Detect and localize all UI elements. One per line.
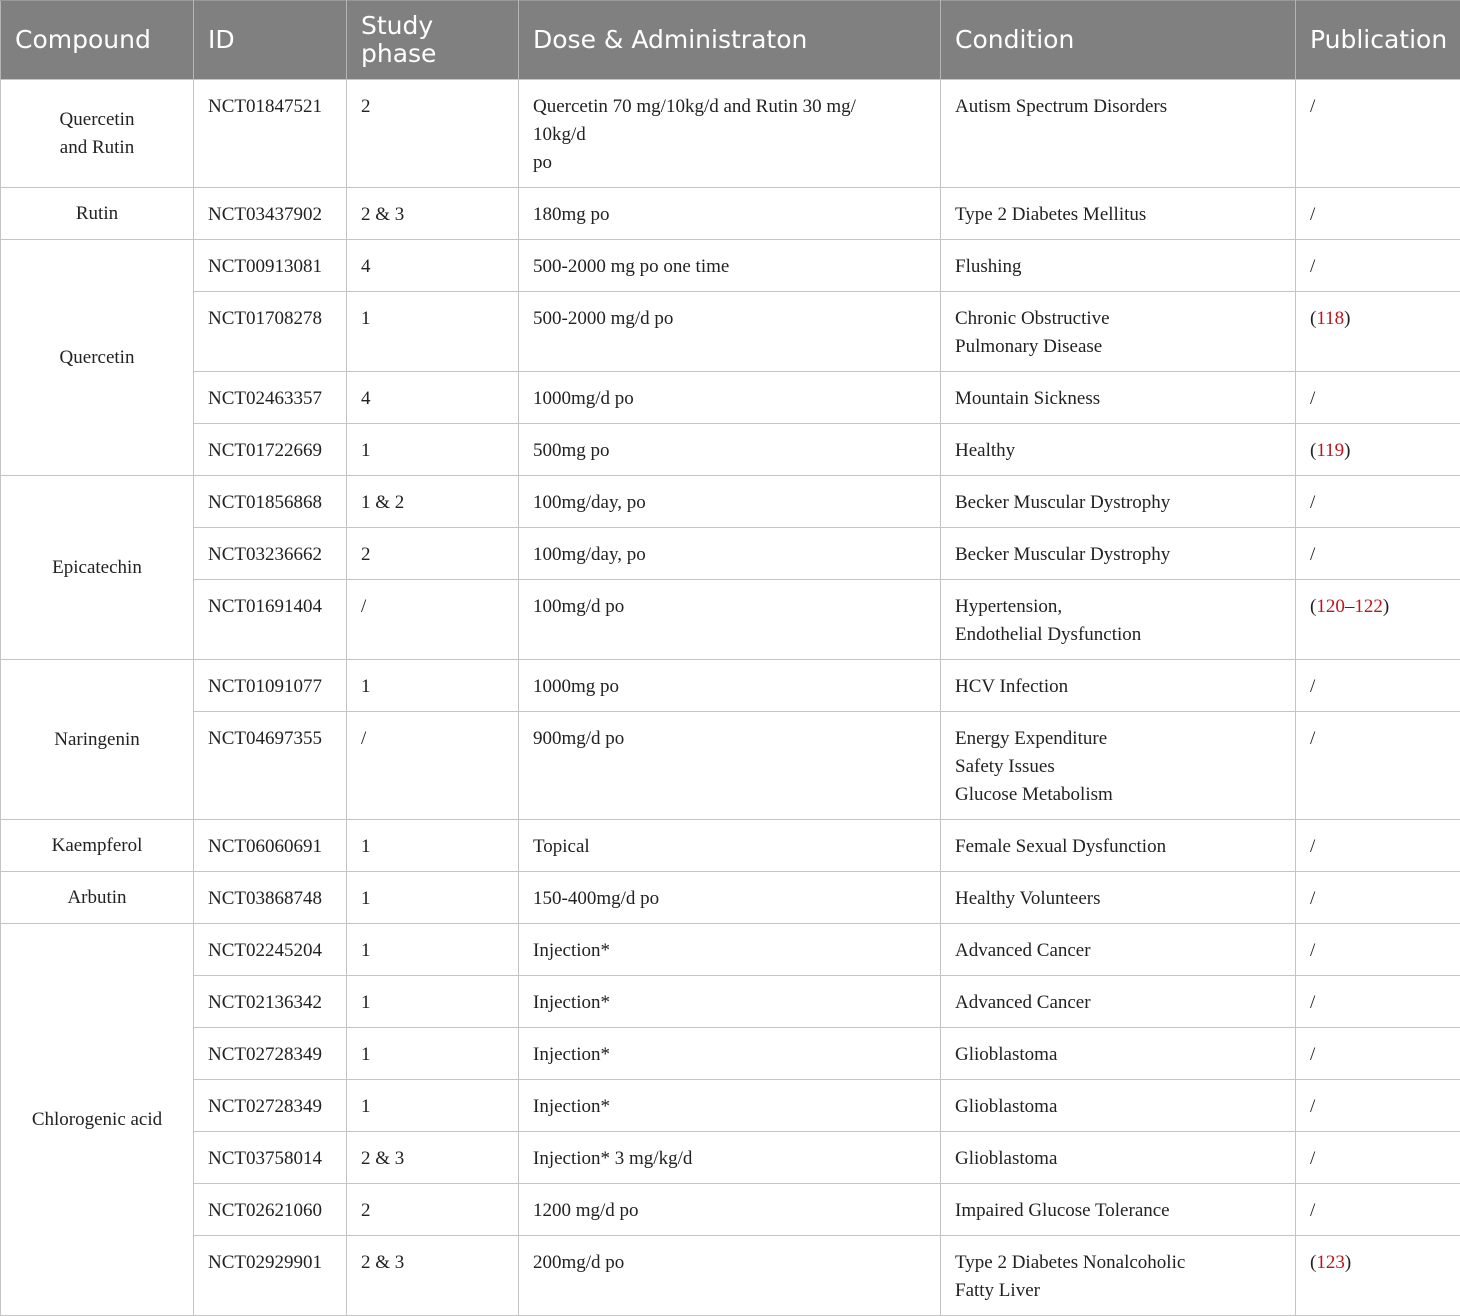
publication-cell: / bbox=[1296, 372, 1460, 424]
header-id: ID bbox=[194, 1, 347, 80]
compound-cell: Chlorogenic acid bbox=[1, 924, 194, 1316]
publication-cell: (123) bbox=[1296, 1236, 1460, 1316]
compound-cell: Arbutin bbox=[1, 872, 194, 924]
table-row bbox=[1, 292, 1460, 372]
dose-cell: 500mg po bbox=[519, 424, 941, 476]
trial-id-cell: NCT06060691 bbox=[194, 820, 347, 872]
condition-cell: Glioblastoma bbox=[941, 1028, 1296, 1080]
study-phase-cell: 1 bbox=[347, 1080, 519, 1132]
condition-cell: Becker Muscular Dystrophy bbox=[941, 528, 1296, 580]
study-phase-cell: 2 & 3 bbox=[347, 1132, 519, 1184]
trial-id-cell: NCT03437902 bbox=[194, 188, 347, 240]
publication-cell: / bbox=[1296, 820, 1460, 872]
condition-cell: Becker Muscular Dystrophy bbox=[941, 476, 1296, 528]
condition-cell: Impaired Glucose Tolerance bbox=[941, 1184, 1296, 1236]
study-phase-cell: 1 bbox=[347, 292, 519, 372]
publication-cell: (118) bbox=[1296, 292, 1460, 372]
study-phase-cell: 2 bbox=[347, 80, 519, 188]
table-row bbox=[1, 1132, 1460, 1184]
publication-cell: / bbox=[1296, 80, 1460, 188]
publication-cell: / bbox=[1296, 528, 1460, 580]
dose-cell: 1000mg/d po bbox=[519, 372, 941, 424]
dose-cell: 150-400mg/d po bbox=[519, 872, 941, 924]
dose-cell: Injection* 3 mg/kg/d bbox=[519, 1132, 941, 1184]
dose-cell: 1200 mg/d po bbox=[519, 1184, 941, 1236]
condition-cell: Healthy Volunteers bbox=[941, 872, 1296, 924]
publication-cell: / bbox=[1296, 924, 1460, 976]
study-phase-cell: 2 bbox=[347, 528, 519, 580]
reference-link[interactable]: 118 bbox=[1316, 308, 1344, 329]
reference-link[interactable]: 122 bbox=[1354, 596, 1383, 617]
table-row bbox=[1, 1080, 1460, 1132]
condition-cell: Glioblastoma bbox=[941, 1080, 1296, 1132]
trial-id-cell: NCT04697355 bbox=[194, 712, 347, 820]
dose-cell: Topical bbox=[519, 820, 941, 872]
compound-cell: Quercetin and Rutin bbox=[1, 80, 194, 188]
study-phase-cell: 1 bbox=[347, 872, 519, 924]
table-body bbox=[1, 80, 1460, 1316]
header-publication: Publication bbox=[1296, 1, 1460, 80]
dose-cell: 500-2000 mg po one time bbox=[519, 240, 941, 292]
publication-cell: / bbox=[1296, 660, 1460, 712]
study-phase-cell: 1 bbox=[347, 976, 519, 1028]
compound-cell: Quercetin bbox=[1, 240, 194, 476]
dose-cell: Injection* bbox=[519, 924, 941, 976]
condition-cell: HCV Infection bbox=[941, 660, 1296, 712]
publication-cell: / bbox=[1296, 1028, 1460, 1080]
dose-cell: 1000mg po bbox=[519, 660, 941, 712]
dose-cell: 500-2000 mg/d po bbox=[519, 292, 941, 372]
compound-cell: Epicatechin bbox=[1, 476, 194, 660]
reference-link[interactable]: 123 bbox=[1316, 1252, 1345, 1273]
table-row bbox=[1, 712, 1460, 820]
dose-cell: 100mg/day, po bbox=[519, 476, 941, 528]
condition-cell: Type 2 Diabetes Nonalcoholic Fatty Liver bbox=[941, 1236, 1296, 1316]
trial-id-cell: NCT01691404 bbox=[194, 580, 347, 660]
dose-cell: 200mg/d po bbox=[519, 1236, 941, 1316]
study-phase-cell: 1 bbox=[347, 424, 519, 476]
header-study-phase: Study phase bbox=[347, 1, 519, 80]
table-row bbox=[1, 240, 1460, 292]
table-row bbox=[1, 424, 1460, 476]
condition-cell: Hypertension, Endothelial Dysfunction bbox=[941, 580, 1296, 660]
dose-cell: Quercetin 70 mg/10kg/d and Rutin 30 mg/ 10kg/d po bbox=[519, 80, 941, 188]
dose-cell: 100mg/day, po bbox=[519, 528, 941, 580]
condition-cell: Female Sexual Dysfunction bbox=[941, 820, 1296, 872]
study-phase-cell: / bbox=[347, 712, 519, 820]
trial-id-cell: NCT01722669 bbox=[194, 424, 347, 476]
study-phase-cell: 1 bbox=[347, 924, 519, 976]
dose-cell: Injection* bbox=[519, 1028, 941, 1080]
publication-cell: / bbox=[1296, 188, 1460, 240]
table-row bbox=[1, 1184, 1460, 1236]
trial-id-cell: NCT02463357 bbox=[194, 372, 347, 424]
table-row bbox=[1, 372, 1460, 424]
publication-cell: / bbox=[1296, 1132, 1460, 1184]
compound-cell: Kaempferol bbox=[1, 820, 194, 872]
table-row bbox=[1, 476, 1460, 528]
dose-cell: 900mg/d po bbox=[519, 712, 941, 820]
trial-id-cell: NCT00913081 bbox=[194, 240, 347, 292]
condition-cell: Energy Expenditure Safety Issues Glucose Metabolism bbox=[941, 712, 1296, 820]
table-row bbox=[1, 580, 1460, 660]
condition-cell: Mountain Sickness bbox=[941, 372, 1296, 424]
condition-cell: Chronic Obstructive Pulmonary Disease bbox=[941, 292, 1296, 372]
table-row bbox=[1, 820, 1460, 872]
publication-cell: / bbox=[1296, 872, 1460, 924]
study-phase-cell: 2 & 3 bbox=[347, 1236, 519, 1316]
trial-id-cell: NCT01091077 bbox=[194, 660, 347, 712]
table-row bbox=[1, 1236, 1460, 1316]
publication-cell: / bbox=[1296, 976, 1460, 1028]
study-phase-cell: 4 bbox=[347, 372, 519, 424]
trial-id-cell: NCT02728349 bbox=[194, 1080, 347, 1132]
table-row bbox=[1, 924, 1460, 976]
dose-cell: 100mg/d po bbox=[519, 580, 941, 660]
trial-id-cell: NCT01847521 bbox=[194, 80, 347, 188]
table-row bbox=[1, 188, 1460, 240]
reference-link[interactable]: 120 bbox=[1316, 596, 1345, 617]
condition-cell: Flushing bbox=[941, 240, 1296, 292]
publication-cell: (119) bbox=[1296, 424, 1460, 476]
trial-id-cell: NCT02929901 bbox=[194, 1236, 347, 1316]
study-phase-cell: 4 bbox=[347, 240, 519, 292]
dose-cell: 180mg po bbox=[519, 188, 941, 240]
trial-id-cell: NCT02245204 bbox=[194, 924, 347, 976]
condition-cell: Glioblastoma bbox=[941, 1132, 1296, 1184]
dose-cell: Injection* bbox=[519, 976, 941, 1028]
publication-cell: / bbox=[1296, 240, 1460, 292]
study-phase-cell: 1 bbox=[347, 1028, 519, 1080]
header-compound: Compound bbox=[1, 1, 194, 80]
trial-id-cell: NCT02621060 bbox=[194, 1184, 347, 1236]
study-phase-cell: 1 bbox=[347, 660, 519, 712]
reference-link[interactable]: 119 bbox=[1316, 440, 1344, 461]
condition-cell: Advanced Cancer bbox=[941, 924, 1296, 976]
table-row bbox=[1, 976, 1460, 1028]
condition-cell: Type 2 Diabetes Mellitus bbox=[941, 188, 1296, 240]
trial-id-cell: NCT03758014 bbox=[194, 1132, 347, 1184]
condition-cell: Advanced Cancer bbox=[941, 976, 1296, 1028]
header-row bbox=[1, 1, 1460, 80]
publication-cell: / bbox=[1296, 712, 1460, 820]
header-dose-administration: Dose & Administraton bbox=[519, 1, 941, 80]
compound-cell: Rutin bbox=[1, 188, 194, 240]
study-phase-cell: 1 bbox=[347, 820, 519, 872]
table-row bbox=[1, 528, 1460, 580]
condition-cell: Autism Spectrum Disorders bbox=[941, 80, 1296, 188]
study-phase-cell: 1 & 2 bbox=[347, 476, 519, 528]
study-phase-cell: 2 & 3 bbox=[347, 188, 519, 240]
trial-id-cell: NCT02728349 bbox=[194, 1028, 347, 1080]
trial-id-cell: NCT03236662 bbox=[194, 528, 347, 580]
table-row bbox=[1, 660, 1460, 712]
header-condition: Condition bbox=[941, 1, 1296, 80]
publication-cell: (120–122) bbox=[1296, 580, 1460, 660]
publication-cell: / bbox=[1296, 1184, 1460, 1236]
compound-cell: Naringenin bbox=[1, 660, 194, 820]
publication-cell: / bbox=[1296, 476, 1460, 528]
table-row bbox=[1, 872, 1460, 924]
trial-id-cell: NCT03868748 bbox=[194, 872, 347, 924]
trial-id-cell: NCT02136342 bbox=[194, 976, 347, 1028]
trial-id-cell: NCT01708278 bbox=[194, 292, 347, 372]
study-phase-cell: 2 bbox=[347, 1184, 519, 1236]
study-phase-cell: / bbox=[347, 580, 519, 660]
table-row bbox=[1, 1028, 1460, 1080]
dose-cell: Injection* bbox=[519, 1080, 941, 1132]
table-row bbox=[1, 80, 1460, 188]
condition-cell: Healthy bbox=[941, 424, 1296, 476]
trial-id-cell: NCT01856868 bbox=[194, 476, 347, 528]
publication-cell: / bbox=[1296, 1080, 1460, 1132]
